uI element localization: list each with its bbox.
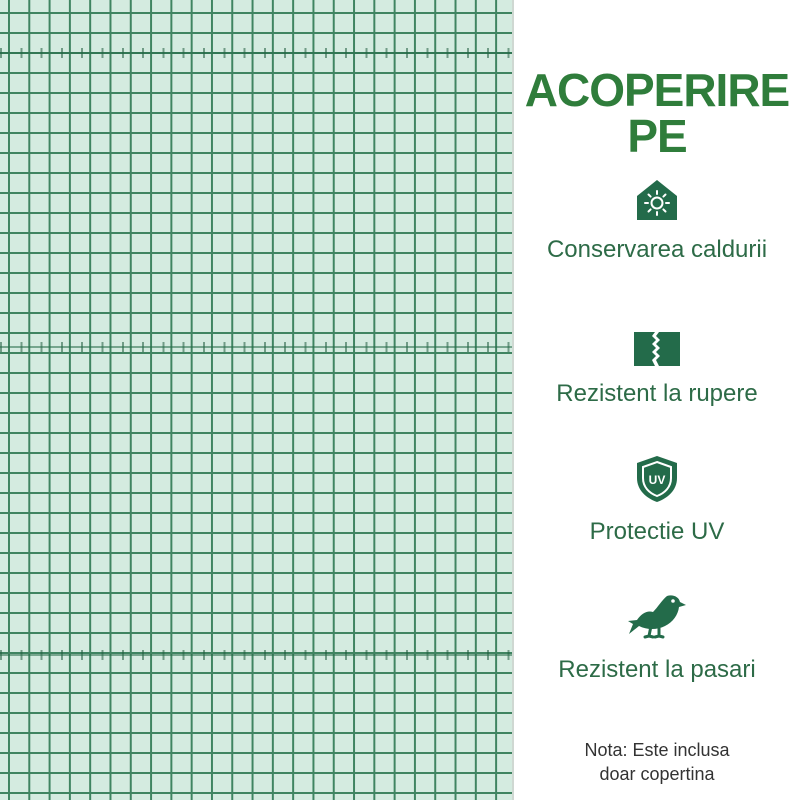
note-line1: Nota: Este inclusa xyxy=(584,740,730,760)
feature-tear-resistant xyxy=(514,332,800,408)
feature-uv-protection xyxy=(514,454,800,546)
product-title-line1: ACOPERIRE xyxy=(524,64,790,116)
package-note xyxy=(514,738,800,786)
product-title-line2: PE xyxy=(627,110,687,162)
mesh-seam xyxy=(0,342,512,352)
info-panel xyxy=(514,0,800,800)
mesh-seam xyxy=(0,48,512,58)
feature-label: Rezistent la pasari xyxy=(558,656,756,683)
tear-resistant-icon xyxy=(634,332,680,366)
feature-label: Rezistent la rupere xyxy=(556,380,758,407)
greenhouse-sun-icon xyxy=(634,176,680,222)
mesh-seam xyxy=(0,650,512,660)
feature-label: Conservarea caldurii xyxy=(546,236,768,263)
note-line2: doar copertina xyxy=(599,764,715,784)
feature-heat-conservation xyxy=(514,176,800,264)
bird-icon xyxy=(627,590,687,642)
feature-bird-resistant xyxy=(514,590,800,684)
feature-label: Protectie UV xyxy=(589,518,725,545)
uv-icon-text: UV xyxy=(648,473,666,487)
uv-shield-icon xyxy=(634,454,680,504)
